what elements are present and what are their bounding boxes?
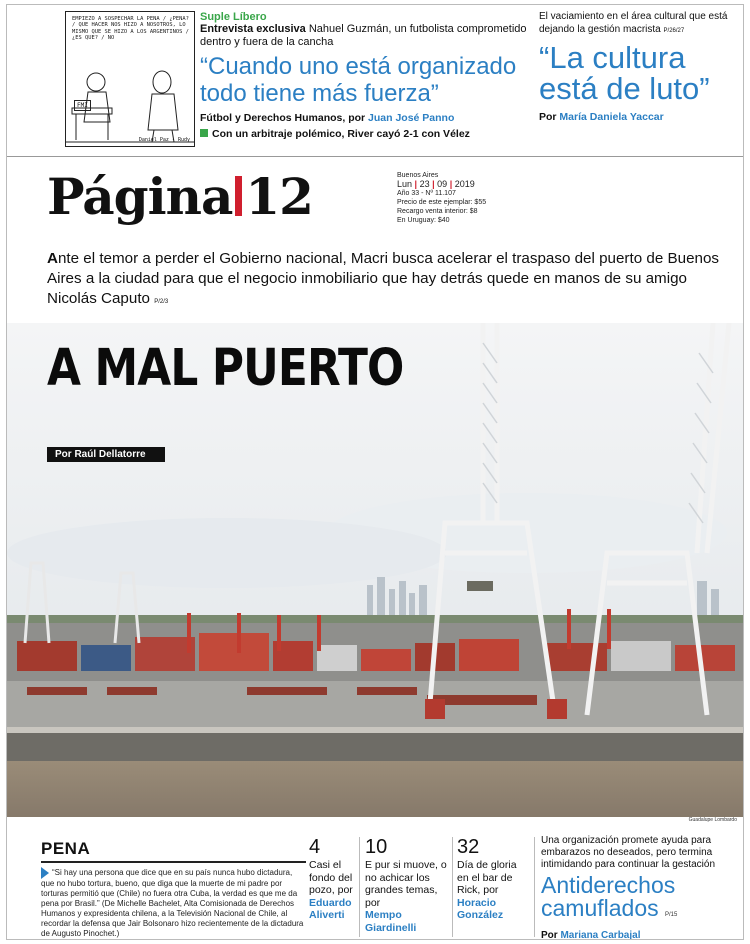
column-divider xyxy=(359,837,360,937)
suple-libero-teaser[interactable] xyxy=(200,11,530,140)
column-page-number: 10 xyxy=(365,836,388,858)
top-strip xyxy=(7,5,744,157)
cartoon-signature: Daniel Paz - Rudy xyxy=(138,137,190,143)
uruguay-price: En Uruguay: $40 xyxy=(397,217,450,224)
column-text: E pur si muove, o no achicar los grandes temas, por xyxy=(365,859,447,909)
pena-title: PENA xyxy=(41,839,91,858)
cultura-byline: Por María Daniela Yaccar xyxy=(539,111,664,123)
pena-text: “Si hay una persona que dice que en su país nunca hubo dictadura, que no hubo tortura, bueno, que diga que la muerte de mi padre por torturas permitió que (Chile) no fuera otra Cuba, la verdad es que me da pena por Brasil.” (De Michelle Bachelet, Alta Comisionada de Derechos Humanos y expresidenta chilena, a la Televisión Nacional de Chile, al recordar la defensa que Jair Bolsonaro hizo recientemente de la dictadura de Augusto Pinochet.) xyxy=(41,868,304,938)
main-author-tag: Por Raúl Dellatorre xyxy=(47,447,165,462)
suple-byline: Fútbol y Derechos Humanos, por Juan José Panno xyxy=(200,112,455,124)
logo-red-bar xyxy=(235,176,242,216)
pena-rule xyxy=(41,861,306,863)
main-headline[interactable]: A MAL PUERTO xyxy=(47,339,404,398)
photo-credit: Guadalupe Lombardo xyxy=(688,817,737,823)
antiderechos-teaser[interactable] xyxy=(541,835,741,940)
cultura-quote-headline[interactable]: “La cultura está de luto” xyxy=(539,40,710,106)
column-page-number: 32 xyxy=(457,836,480,858)
river-teaser[interactable]: Con un arbitraje polémico, River cayó 2-1 con Vélez xyxy=(200,128,530,140)
column-divider xyxy=(534,837,535,937)
column-author: Horacio González xyxy=(457,896,504,921)
masthead-meta xyxy=(397,171,486,225)
suple-lead: Entrevista exclusiva Nahuel Guzmán, un futbolista comprometido dentro y fuera de la cancha xyxy=(200,23,527,48)
logo-text: Página xyxy=(47,167,233,226)
cultura-teaser[interactable] xyxy=(539,11,744,123)
column-author: Eduardo Aliverti xyxy=(309,896,352,921)
column-teaser-3[interactable] xyxy=(457,837,531,922)
column-text: Día de gloria en el bar de Rick, por xyxy=(457,859,517,896)
antiderechos-headline[interactable]: Antiderechos camuflados P/15 xyxy=(541,872,678,921)
cartoon[interactable] xyxy=(65,11,195,147)
antiderechos-lead: Una organización promete ayuda para embarazos no deseados, pero termina intimidando para continuar la gestación xyxy=(541,835,715,870)
green-square-icon xyxy=(200,129,208,137)
newspaper-front-page xyxy=(6,4,744,940)
antiderechos-byline: Por Mariana Carbajal xyxy=(541,930,641,940)
main-lede[interactable]: Ante el temor a perder el Gobierno nacional, Macri busca acelerar el traspaso del puerto de Buenos Aires a la ciudad para que el negocio inmobiliario que hay detrás quede en manos de su amigo Nicolás Caputo P/2/3 xyxy=(47,250,720,307)
cartoon-speech: EMPIEZO A SOSPECHAR LA PENA / ¿PENA? / QUE HACER NOS HIZO A NOSOTROS, LO MISMO QUE SE HIZO A LOS ARGENTINOS / ¿ES QUE? / NO xyxy=(72,16,189,42)
cartoon-drawing-icon xyxy=(66,12,195,147)
logo-number: 12 xyxy=(245,167,313,226)
cultura-lead: El vaciamiento en el área cultural que está dejando la gestión macrista P/26/27 xyxy=(539,11,728,35)
masthead-logo[interactable] xyxy=(47,167,407,239)
surcharge: Recargo venta interior: $8 xyxy=(397,208,478,215)
issue-date: Lun | 23 | 09 | 2019 xyxy=(397,179,475,189)
blue-triangle-icon xyxy=(41,867,49,879)
column-divider xyxy=(452,837,453,937)
price: Precio de este ejemplar: $55 xyxy=(397,199,487,206)
cartoon-fmi-tag: FMI xyxy=(74,100,91,111)
pena-box[interactable] xyxy=(41,839,306,939)
edition: Año 33 - Nº 11.107 xyxy=(397,190,456,197)
column-text: Casi el fondo del pozo, por xyxy=(309,859,353,896)
suple-quote-headline[interactable]: “Cuando uno está organizado todo tiene más fuerza” xyxy=(200,53,517,107)
column-teaser-1[interactable] xyxy=(309,837,355,922)
bottom-strip xyxy=(7,831,744,940)
column-author: Mempo Giardinelli xyxy=(365,909,417,934)
city: Buenos Aires xyxy=(397,172,439,179)
column-teaser-2[interactable] xyxy=(365,837,451,934)
column-page-number: 4 xyxy=(309,836,321,858)
suple-kicker: Suple Líbero xyxy=(200,11,267,23)
